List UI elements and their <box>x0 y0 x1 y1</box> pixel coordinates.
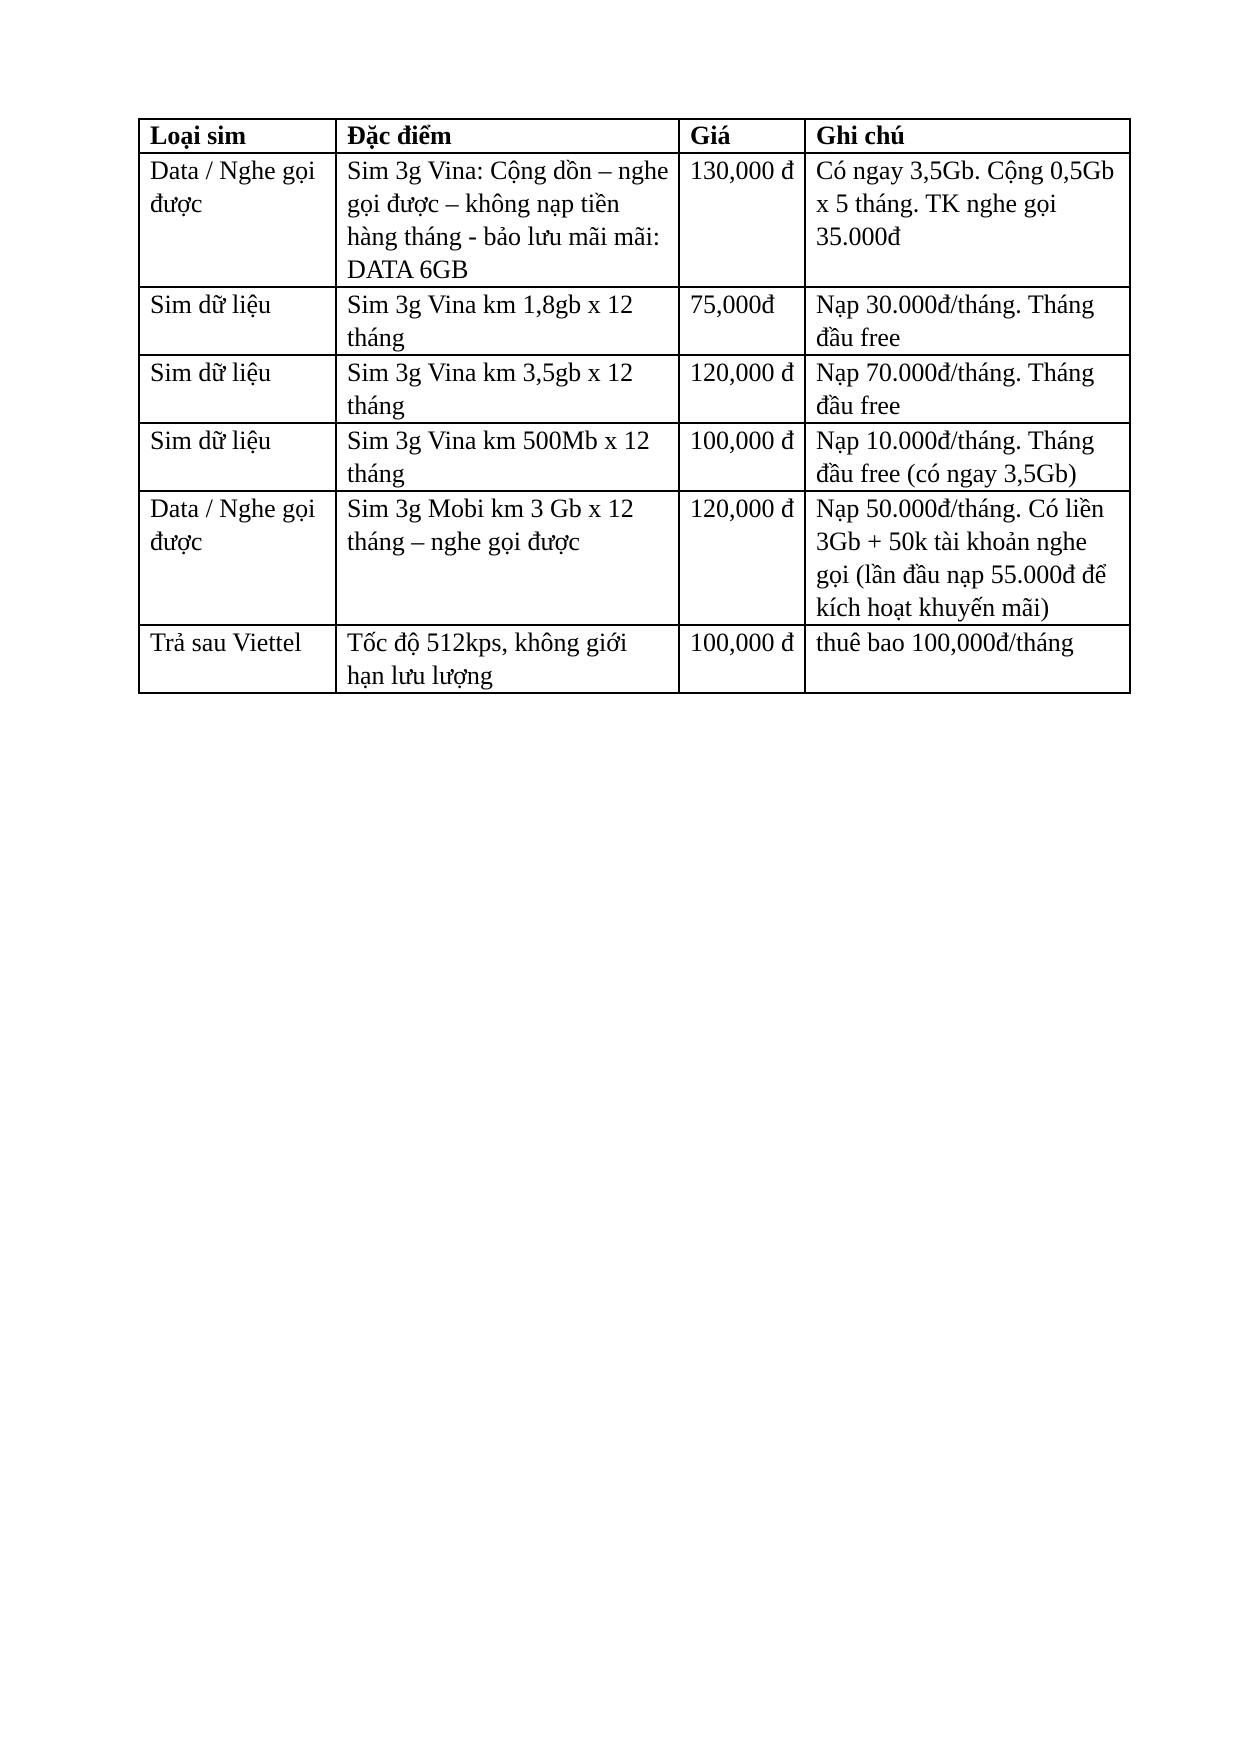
header-features: Đặc điểm <box>336 119 679 153</box>
table-row <box>139 287 1130 355</box>
cell-sim-type: Data / Nghe gọi được <box>139 153 336 287</box>
cell-features: Sim 3g Vina km 500Mb x 12 tháng <box>336 423 679 491</box>
cell-note: Có ngay 3,5Gb. Cộng 0,5Gb x 5 tháng. TK nghe gọi 35.000đ <box>805 153 1130 287</box>
table-row <box>139 153 1130 287</box>
cell-features: Sim 3g Mobi km 3 Gb x 12 tháng – nghe gọi được <box>336 491 679 625</box>
header-price: Giá <box>679 119 805 153</box>
sim-price-table <box>138 118 1131 694</box>
cell-features: Sim 3g Vina km 1,8gb x 12 tháng <box>336 287 679 355</box>
cell-price: 120,000 đ <box>679 491 805 625</box>
cell-note: Nạp 50.000đ/tháng. Có liền 3Gb + 50k tài khoản nghe gọi (lần đầu nạp 55.000đ để kích hoạt khuyến mãi) <box>805 491 1130 625</box>
cell-note: Nạp 10.000đ/tháng. Tháng đầu free (có ngay 3,5Gb) <box>805 423 1130 491</box>
table-row <box>139 355 1130 423</box>
cell-price: 120,000 đ <box>679 355 805 423</box>
cell-note: thuê bao 100,000đ/tháng <box>805 625 1130 693</box>
cell-sim-type: Trả sau Viettel <box>139 625 336 693</box>
cell-price: 130,000 đ <box>679 153 805 287</box>
cell-features: Sim 3g Vina km 3,5gb x 12 tháng <box>336 355 679 423</box>
cell-sim-type: Sim dữ liệu <box>139 423 336 491</box>
table-row <box>139 423 1130 491</box>
cell-sim-type: Sim dữ liệu <box>139 355 336 423</box>
table-row <box>139 491 1130 625</box>
cell-sim-type: Data / Nghe gọi được <box>139 491 336 625</box>
cell-sim-type: Sim dữ liệu <box>139 287 336 355</box>
header-note: Ghi chú <box>805 119 1130 153</box>
cell-features: Tốc độ 512kps, không giới hạn lưu lượng <box>336 625 679 693</box>
cell-features: Sim 3g Vina: Cộng dồn – nghe gọi được – không nạp tiền hàng tháng - bảo lưu mãi mãi: DATA 6GB <box>336 153 679 287</box>
table-row <box>139 625 1130 693</box>
header-sim-type: Loại sim <box>139 119 336 153</box>
cell-note: Nạp 70.000đ/tháng. Tháng đầu free <box>805 355 1130 423</box>
cell-note: Nạp 30.000đ/tháng. Tháng đầu free <box>805 287 1130 355</box>
cell-price: 75,000đ <box>679 287 805 355</box>
table-header-row <box>139 119 1130 153</box>
cell-price: 100,000 đ <box>679 625 805 693</box>
cell-price: 100,000 đ <box>679 423 805 491</box>
